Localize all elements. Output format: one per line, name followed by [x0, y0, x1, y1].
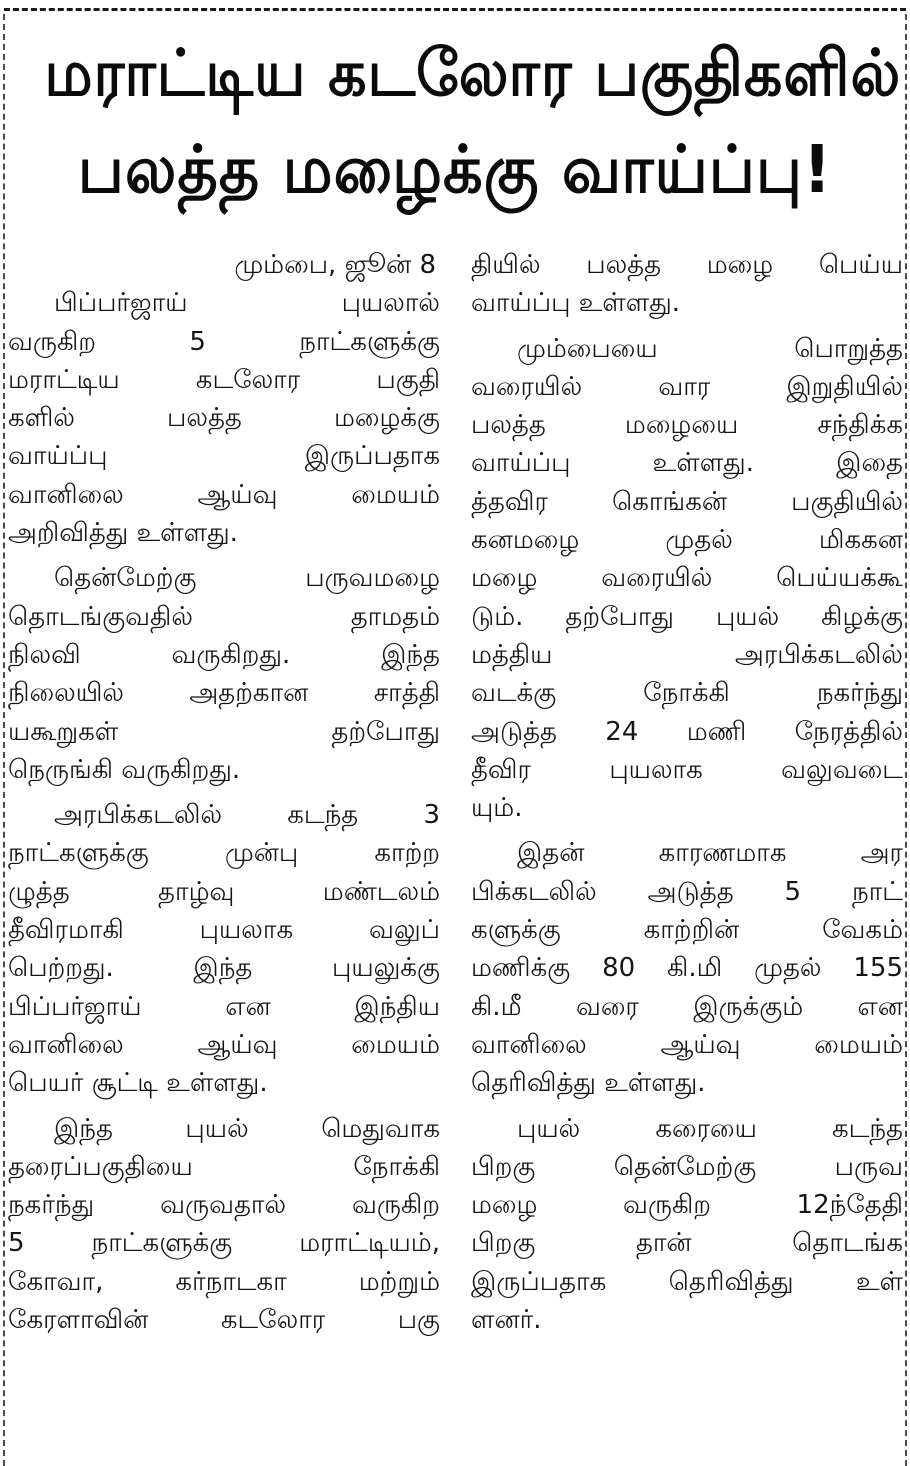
text-line: கேரளாவின் கடலோர பகு	[8, 1305, 440, 1336]
text-line: அறிவித்து உள்ளது.	[8, 518, 238, 549]
text-line: நிலையில் அதற்கான சாத்தி	[8, 678, 440, 709]
text-line: அடுத்த 24 மணி நேரத்தில்	[471, 716, 903, 747]
text-line: டும். தற்போது புயல் கிழக்கு	[471, 601, 903, 632]
text-line: த்தவிர கொங்கன் பகுதியில்	[471, 486, 903, 517]
text-line: பிக்கடலில் அடுத்த 5 நாட்	[471, 876, 903, 907]
paragraph-7	[471, 1110, 903, 1340]
text-line: தீவிரமாகி புயலாக வலுப்	[8, 915, 440, 946]
text-line: நகர்ந்து வருவதால் வருகிற	[8, 1190, 440, 1221]
text-line: வாய்ப்பு உள்ளது. இதை	[471, 448, 903, 479]
text-line: பெற்றது. இந்த புயலுக்கு	[8, 953, 440, 984]
article-column-left	[8, 246, 440, 1339]
headline-line-1: மராட்டிய கடலோர பகுதிகளில்	[44, 37, 902, 111]
paragraph-1	[8, 284, 440, 552]
text-line: மத்திய அரபிக்கடலில்	[471, 639, 903, 670]
text-line: பெயர் சூட்டி உள்ளது.	[8, 1068, 268, 1099]
right-dashed-border	[905, 14, 907, 1466]
article-column-right	[471, 246, 903, 1339]
text-line: மழை வரையில் பெய்யக்கூ	[471, 563, 903, 594]
paragraph-2	[8, 559, 440, 789]
text-line: நாட்களுக்கு முன்பு காற்ற	[8, 838, 440, 869]
dateline: மும்பை, ஜூன் 8	[234, 250, 436, 280]
paragraph-4	[8, 1110, 440, 1340]
text-line: வானிலை ஆய்வு மையம்	[8, 1029, 440, 1060]
text-line: பிறகு தான் தொடங்க	[471, 1228, 903, 1259]
left-dashed-border	[3, 14, 5, 1466]
text-line: 5 நாட்களுக்கு மராட்டியம்,	[8, 1228, 440, 1259]
paragraph-5	[471, 330, 903, 828]
text-line: பிப்பர்ஜாய் புயலால்	[54, 288, 440, 319]
text-line: அரபிக்கடலில் கடந்த 3	[54, 800, 440, 831]
paragraph-4-continued	[471, 246, 903, 323]
text-line: மணிக்கு 80 கி.மி முதல் 155	[471, 953, 903, 984]
text-line: ழுத்த தாழ்வு மண்டலம்	[8, 876, 440, 907]
text-line: தரைப்பகுதியை நோக்கி	[8, 1151, 440, 1182]
text-line: பலத்த மழையை சந்திக்க	[471, 410, 903, 441]
text-line: நெருங்கி வருகிறது.	[8, 754, 241, 785]
text-line: வருகிற 5 நாட்களுக்கு	[8, 326, 440, 357]
text-line: வரையில் வார இறுதியில்	[471, 371, 903, 402]
text-line: பிறகு தென்மேற்கு பருவ	[471, 1151, 903, 1182]
text-line: இருப்பதாக தெரிவித்து உள்	[471, 1266, 903, 1297]
top-dashed-border	[4, 8, 906, 11]
text-line: வாய்ப்பு இருப்பதாக	[8, 441, 440, 472]
text-line: யும்.	[471, 793, 523, 824]
text-line: களுக்கு காற்றின் வேகம்	[471, 915, 903, 946]
text-line: தொடங்குவதில் தாமதம்	[8, 601, 440, 632]
text-line: ளனர்.	[471, 1305, 542, 1336]
text-line: யகூறுகள் தற்போது	[8, 716, 440, 747]
text-line: மராட்டிய கடலோர பகுதி	[8, 364, 440, 395]
text-line: கனமழை முதல் மிககன	[471, 525, 903, 556]
text-line: தெரிவித்து உள்ளது.	[471, 1068, 706, 1099]
text-line: தீவிர புயலாக வலுவடை	[471, 754, 903, 785]
paragraph-3	[8, 796, 440, 1102]
text-line: கி.மீ வரை இருக்கும் என	[471, 991, 903, 1022]
text-line: வடக்கு நோக்கி நகர்ந்து	[471, 678, 903, 709]
text-line: மழை வருகிற 12ந்தேதி	[471, 1190, 903, 1221]
paragraph-6	[471, 834, 903, 1102]
text-line: இதன் காரணமாக அர	[517, 838, 903, 869]
text-line: நிலவி வருகிறது. இந்த	[8, 639, 440, 670]
text-line: தென்மேற்கு பருவமழை	[54, 563, 440, 594]
text-line: புயல் கரையை கடந்த	[517, 1113, 903, 1144]
text-line: கோவா, கர்நாடகா மற்றும்	[8, 1266, 440, 1297]
headline	[18, 26, 902, 218]
text-line: பிப்பர்ஜாய் என இந்திய	[8, 991, 440, 1022]
text-line: மும்பையை பொறுத்த	[517, 333, 903, 364]
text-line: களில் பலத்த மழைக்கு	[8, 403, 440, 434]
headline-line-2: பலத்த மழைக்கு வாய்ப்பு!	[77, 131, 833, 208]
text-line: தியில் பலத்த மழை பெய்ய	[471, 250, 903, 280]
text-line: வானிலை ஆய்வு மையம்	[471, 1029, 903, 1060]
text-line: வானிலை ஆய்வு மையம்	[8, 479, 440, 510]
text-line: இந்த புயல் மெதுவாக	[54, 1113, 440, 1144]
text-line: வாய்ப்பு உள்ளது.	[471, 288, 681, 319]
